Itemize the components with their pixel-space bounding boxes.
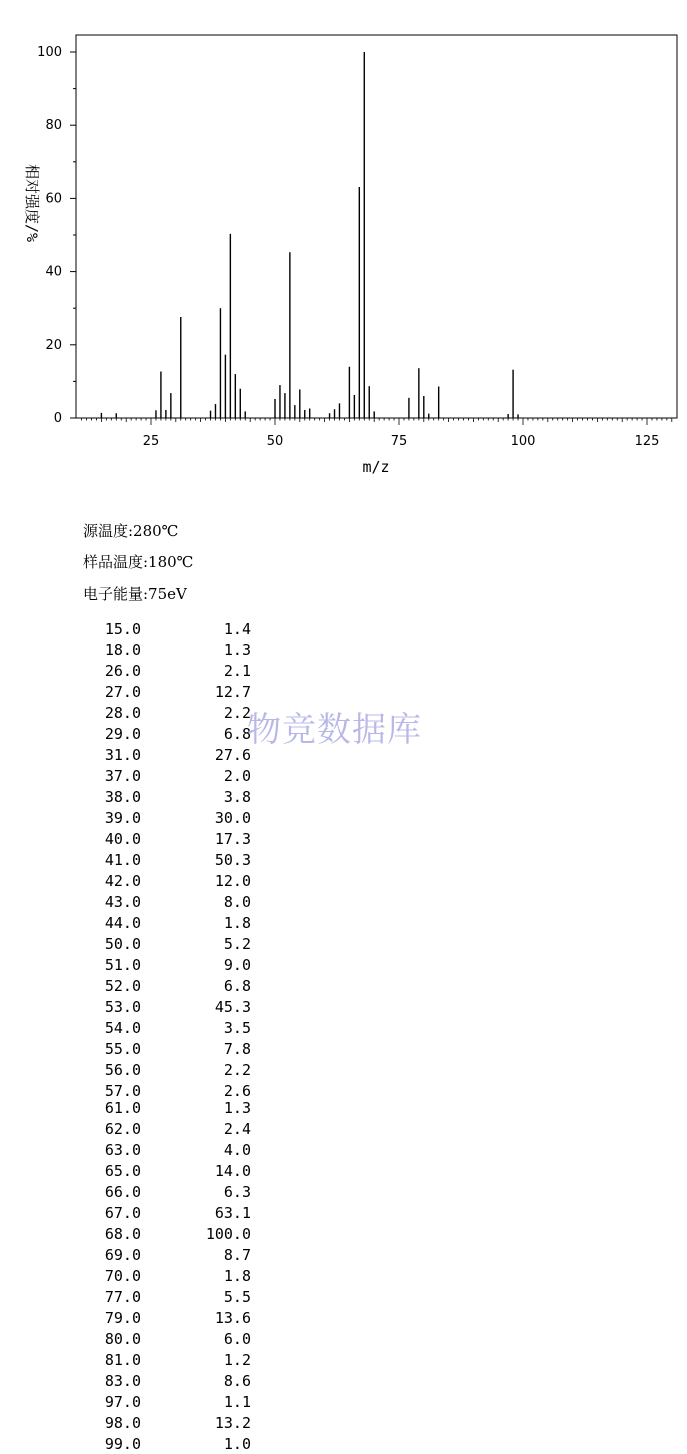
y-tick-label: 20 <box>45 337 62 353</box>
peak-abundance: 8.7 <box>223 1246 251 1264</box>
peak-mz: 56.0 <box>104 1061 141 1079</box>
peak-abundance: 2.1 <box>223 662 251 680</box>
peak-mz: 67.0 <box>104 1204 141 1222</box>
y-tick-label: 100 <box>37 45 62 60</box>
peak-mz: 80.0 <box>104 1330 141 1348</box>
peak-abundance: 6.8 <box>223 977 251 995</box>
peak-mz: 98.0 <box>104 1414 141 1432</box>
x-tick-label: 100 <box>510 434 536 449</box>
peak-mz: 40.0 <box>104 830 141 848</box>
peak-mz: 83.0 <box>104 1372 141 1390</box>
peak-abundance: 30.0 <box>214 809 251 827</box>
peak-mz: 97.0 <box>104 1393 141 1411</box>
peak-mz: 44.0 <box>104 914 141 932</box>
peak-mz: 69.0 <box>104 1246 141 1264</box>
peak-abundance: 1.3 <box>223 641 251 659</box>
peak-abundance: 5.2 <box>223 935 251 953</box>
peak-mz: 57.0 <box>104 1082 141 1100</box>
peak-mz: 99.0 <box>104 1435 141 1453</box>
peak-mz: 38.0 <box>104 788 141 806</box>
peak-abundance: 8.0 <box>223 893 251 911</box>
peak-abundance: 1.1 <box>223 1393 251 1411</box>
peak-mz: 66.0 <box>104 1183 141 1201</box>
peak-mz: 70.0 <box>104 1267 141 1285</box>
y-tick-label: 0 <box>53 411 62 426</box>
peak-mz: 79.0 <box>104 1309 141 1327</box>
peak-mz: 50.0 <box>104 935 141 953</box>
peak-abundance: 13.6 <box>214 1309 251 1327</box>
electron-energy: 电子能量:75eV <box>83 585 187 603</box>
peak-mz: 53.0 <box>104 998 141 1016</box>
peak-abundance: 1.0 <box>223 1435 251 1453</box>
peak-abundance: 3.8 <box>223 788 251 806</box>
peak-mz: 62.0 <box>104 1120 141 1138</box>
peak-abundance: 3.5 <box>223 1019 251 1037</box>
peak-abundance: 2.2 <box>223 1061 251 1079</box>
peak-mz: 63.0 <box>104 1141 141 1159</box>
peak-abundance: 17.3 <box>214 830 251 848</box>
peak-mz: 37.0 <box>104 767 141 785</box>
peak-bars <box>101 52 518 418</box>
peak-mz: 61.0 <box>104 1099 141 1117</box>
y-axis-label: 相对强度/% <box>23 163 41 243</box>
peak-abundance: 2.6 <box>223 1082 251 1100</box>
peak-abundance: 100.0 <box>205 1225 251 1243</box>
peak-mz: 31.0 <box>104 746 141 764</box>
peak-abundance: 45.3 <box>214 998 251 1016</box>
peak-mz: 55.0 <box>104 1040 141 1058</box>
x-tick-label: 50 <box>266 434 284 449</box>
peak-mz: 51.0 <box>104 956 141 974</box>
x-tick-label: 125 <box>634 434 660 449</box>
peak-abundance: 27.6 <box>214 746 251 764</box>
peak-abundance: 2.2 <box>223 704 251 722</box>
peak-mz: 27.0 <box>104 683 141 701</box>
peak-mz: 29.0 <box>104 725 141 743</box>
peak-mz: 18.0 <box>104 641 141 659</box>
peak-abundance: 1.2 <box>223 1351 251 1369</box>
peak-abundance: 9.0 <box>223 956 251 974</box>
peak-abundance: 1.4 <box>223 620 251 638</box>
peak-mz: 68.0 <box>104 1225 141 1243</box>
x-tick-label: 75 <box>390 434 408 449</box>
peak-abundance: 1.3 <box>223 1099 251 1117</box>
peak-abundance: 6.3 <box>223 1183 251 1201</box>
y-tick-label: 40 <box>45 264 62 280</box>
peak-abundance: 7.8 <box>223 1040 251 1058</box>
peak-abundance: 5.5 <box>223 1288 251 1306</box>
peak-mz: 28.0 <box>104 704 141 722</box>
peak-abundance: 14.0 <box>214 1162 251 1180</box>
plot-frame <box>76 35 677 418</box>
peak-mz: 43.0 <box>104 893 141 911</box>
peak-abundance: 12.7 <box>214 683 251 701</box>
mass-spectrum-chart <box>0 0 687 480</box>
source-temperature: 源温度:280℃ <box>83 522 179 540</box>
x-tick-label: 25 <box>142 434 160 449</box>
peak-mz: 81.0 <box>104 1351 141 1369</box>
peak-abundance: 1.8 <box>223 914 251 932</box>
peak-mz: 15.0 <box>104 620 141 638</box>
peak-abundance: 50.3 <box>214 851 251 869</box>
peak-abundance: 13.2 <box>214 1414 251 1432</box>
peak-abundance: 1.8 <box>223 1267 251 1285</box>
peak-abundance: 2.0 <box>223 767 251 785</box>
peak-abundance: 6.8 <box>223 725 251 743</box>
peak-abundance: 2.4 <box>223 1120 251 1138</box>
sample-temperature: 样品温度:180℃ <box>83 553 194 571</box>
peak-mz: 54.0 <box>104 1019 141 1037</box>
peak-abundance: 4.0 <box>223 1141 251 1159</box>
y-tick-label: 80 <box>45 118 62 134</box>
peak-mz: 26.0 <box>104 662 141 680</box>
peak-mz: 41.0 <box>104 851 141 869</box>
peak-mz: 77.0 <box>104 1288 141 1306</box>
peak-abundance: 8.6 <box>223 1372 251 1390</box>
watermark-text: 物竞数据库 <box>247 710 422 750</box>
y-tick-label: 60 <box>45 191 62 207</box>
peak-abundance: 6.0 <box>223 1330 251 1348</box>
peak-mz: 42.0 <box>104 872 141 890</box>
peak-abundance: 63.1 <box>214 1204 251 1222</box>
peak-mz: 39.0 <box>104 809 141 827</box>
axis-ticks <box>70 52 672 425</box>
x-axis-label: m/z <box>362 458 390 476</box>
peak-mz: 52.0 <box>104 977 141 995</box>
peak-mz: 65.0 <box>104 1162 141 1180</box>
peak-abundance: 12.0 <box>214 872 251 890</box>
x-tick-labels <box>143 434 660 449</box>
